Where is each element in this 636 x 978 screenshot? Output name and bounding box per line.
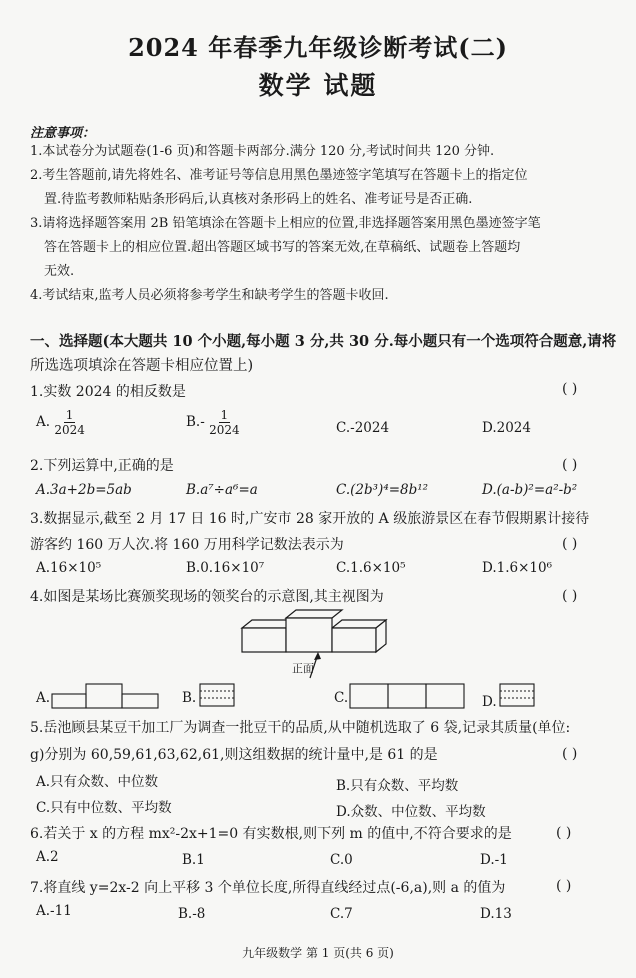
- q1-option-c: C.-2024: [336, 420, 390, 436]
- q4-option-c-view: [348, 682, 470, 710]
- fraction: [209, 408, 240, 437]
- answer-paren: ( ): [562, 457, 578, 473]
- question-1-stem: 1.实数 2024 的相反数是: [30, 384, 186, 400]
- q4-option-b-view: [198, 682, 238, 708]
- exam-title: 2024 年春季九年级诊断考试(二): [128, 33, 508, 62]
- q3-option-b: B.0.16×10⁷: [186, 560, 265, 576]
- numerator: 1: [65, 408, 74, 422]
- q4-option-d-view: [498, 682, 538, 708]
- q4-option-d: D.: [482, 694, 497, 710]
- numerator: 1: [220, 408, 229, 422]
- q1-option-a: [36, 408, 85, 437]
- q3-option-c: C.1.6×10⁵: [336, 560, 406, 576]
- q7-option-d: D.13: [480, 906, 512, 922]
- q4-option-b: B.: [182, 690, 197, 706]
- question-3-stem: 3.数据显示,截至 2 月 17 日 16 时,广安市 28 家开放的 A 级旅游景区在春节假期累计接待: [30, 511, 590, 527]
- question-4-stem: 4.如图是某场比赛颁奖现场的领奖台的示意图,其主视图为: [30, 589, 384, 605]
- notice-item: 2.考生答题前,请先将姓名、准考证号等信息用黑色墨迹签字笔填写在答题卡上的指定位: [30, 168, 528, 183]
- q2-option-c: C.(2b³)⁴=8b¹²: [336, 482, 429, 498]
- q2-option-b: B.a⁷÷a⁶=a: [186, 482, 258, 498]
- fraction: [54, 408, 85, 437]
- answer-paren: ( ): [562, 746, 578, 762]
- question-7-stem: 7.将直线 y=2x-2 向上平移 3 个单位长度,所得直线经过点(-6,a),则 a 的值为: [30, 880, 506, 896]
- answer-paren: ( ): [562, 536, 578, 552]
- answer-paren: ( ): [556, 825, 572, 841]
- answer-paren: ( ): [556, 878, 572, 894]
- q7-option-a: A.-11: [36, 903, 72, 919]
- q4-option-a-view: [50, 682, 162, 710]
- option-label: B.-: [186, 414, 205, 430]
- q6-option-b: B.1: [182, 852, 205, 868]
- q4-option-c: C.: [334, 690, 349, 706]
- answer-paren: ( ): [562, 381, 578, 397]
- q6-option-c: C.0: [330, 852, 353, 868]
- notice-item: 无效.: [44, 264, 75, 279]
- q5-option-d: D.众数、中位数、平均数: [336, 804, 486, 820]
- podium-figure: [238, 606, 418, 678]
- section-heading: 一、选择题(本大题共 10 个小题,每小题 3 分,共 30 分.每小题只有一个选项符合题意,请将: [30, 333, 617, 350]
- q6-option-d: D.-1: [480, 852, 508, 868]
- q7-option-b: B.-8: [178, 906, 206, 922]
- denominator: 2024: [54, 423, 85, 437]
- denominator: 2024: [209, 423, 240, 437]
- q2-option-d: D.(a-b)²=a²-b²: [482, 482, 578, 498]
- q4-option-a: A.: [36, 690, 51, 706]
- question-6-stem: 6.若关于 x 的方程 mx²-2x+1=0 有实数根,则下列 m 的值中,不符合要求的是: [30, 826, 512, 842]
- q3-option-d: D.1.6×10⁶: [482, 560, 553, 576]
- q6-option-a: A.2: [36, 849, 59, 865]
- notice-item: 答在答题卡上的相应位置.超出答题区域书写的答案无效,在草稿纸、试题卷上答题均: [44, 240, 521, 255]
- notice-item: 4.考试结束,监考人员必须将参考学生和缺考学生的答题卡收回.: [30, 288, 389, 303]
- exam-subtitle: 数学 试题: [258, 71, 378, 100]
- q5-option-a: A.只有众数、中位数: [36, 774, 159, 790]
- q3-option-a: A.16×10⁵: [36, 560, 102, 576]
- front-label: 正面: [292, 662, 314, 675]
- section-heading-cont: 所选选项填涂在答题卡相应位置上): [30, 358, 254, 374]
- q5-option-c: C.只有中位数、平均数: [36, 800, 172, 816]
- q1-option-b: [186, 408, 240, 437]
- notice-item: 1.本试卷分为试题卷(1-6 页)和答题卡两部分.满分 120 分,考试时间共 120 分钟.: [30, 144, 495, 159]
- notice-item: 置.待监考教师粘贴条形码后,认真核对条形码上的姓名、准考证号是否正确.: [44, 192, 473, 207]
- question-5-stem: 5.岳池顾县某豆干加工厂为调查一批豆干的品质,从中随机选取了 6 袋,记录其质量(单位:: [30, 720, 571, 736]
- q7-option-c: C.7: [330, 906, 353, 922]
- notice-heading: 注意事项：: [30, 126, 96, 141]
- q5-option-b: B.只有众数、平均数: [336, 778, 459, 794]
- page-footer: 九年级数学 第 1 页(共 6 页): [242, 946, 394, 960]
- question-5-stem-cont: g)分别为 60,59,61,63,62,61,则这组数据的统计量中,是 61 的是: [30, 747, 438, 763]
- question-2-stem: 2.下列运算中,正确的是: [30, 458, 174, 474]
- q2-option-a: A.3a+2b=5ab: [36, 482, 132, 498]
- notice-item: 3.请将选择题答案用 2B 铅笔填涂在答题卡上相应的位置,非选择题答案用黑色墨迹签字笔: [30, 216, 541, 231]
- option-label: A.: [36, 414, 51, 430]
- question-3-stem-cont: 游客约 160 万人次.将 160 万用科学记数法表示为: [30, 537, 344, 553]
- q1-option-d: D.2024: [482, 420, 531, 436]
- answer-paren: ( ): [562, 588, 578, 604]
